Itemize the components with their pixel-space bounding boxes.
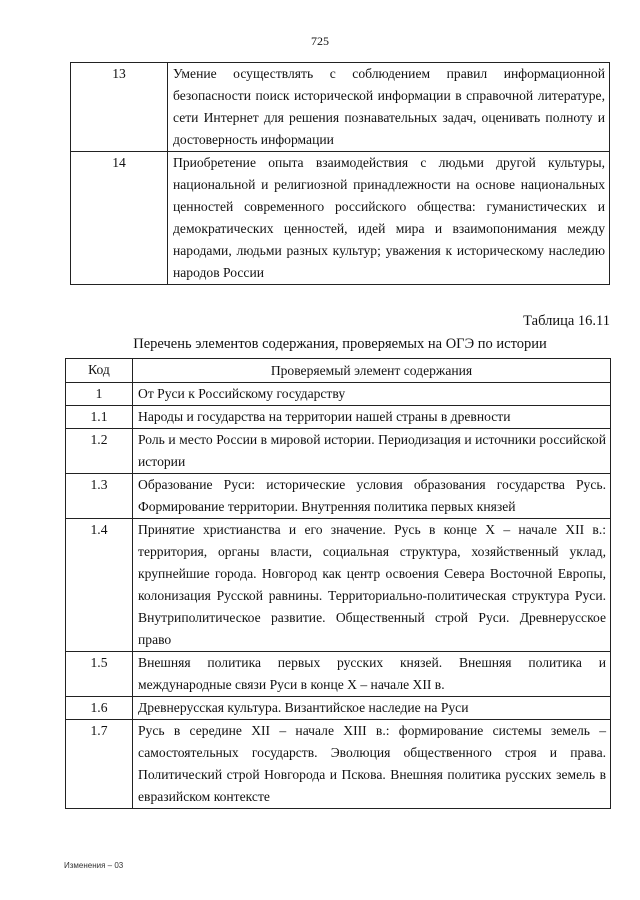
table-row [66,383,611,406]
content-elements-table [65,358,611,809]
row-code: 1.2 [66,429,133,474]
row-text: Народы и государства на территории нашей страны в древности [133,406,611,429]
row-text: Образование Руси: исторические условия образования государства Русь. Формирование территории. Внутренняя политика первых князей [133,474,611,519]
table-row [66,474,611,519]
row-text: Умение осуществлять с соблюдением правил информационной безопасности поиск исторической информации в справочной литературе, сети Интернет для решения познавательных задач, оценивать полноту и достоверность информации [168,63,610,152]
row-code: 1.6 [66,697,133,720]
header-element: Проверяемый элемент содержания [133,359,611,383]
page-number: 725 [311,34,329,48]
table-row [71,152,610,285]
row-text: Внешняя политика первых русских князей. Внешняя политика и международные связи Руси в конце X – начале XII в. [133,652,611,697]
competency-table [70,62,610,285]
row-text: Древнерусская культура. Византийское наследие на Руси [133,697,611,720]
row-text: Роль и место России в мировой истории. Периодизация и источники российской истории [133,429,611,474]
table-row [66,697,611,720]
row-code: 1.5 [66,652,133,697]
row-code: 1.7 [66,720,133,809]
table-label: Таблица 16.11 [523,313,610,329]
table-row [66,406,611,429]
table-row [66,519,611,652]
table-header-row [66,359,611,383]
table-row [71,63,610,152]
table-row [66,652,611,697]
row-number: 13 [71,63,168,152]
table-title: Перечень элементов содержания, проверяемых на ОГЭ по истории [133,336,547,352]
row-number: 14 [71,152,168,285]
row-text: Приобретение опыта взаимодействия с людьми другой культуры, национальной и религиозной принадлежности на основе национальных ценностей современного российского общества: гуманистических и демократических ценностей, идей мира и взаимопонимания между народами, людьми разных культур; уважения к историческому наследию народов России [168,152,610,285]
row-code: 1.1 [66,406,133,429]
table-row [66,429,611,474]
row-code: 1.3 [66,474,133,519]
row-text: Принятие христианства и его значение. Русь в конце X – начале XII в.: территория, органы власти, социальная структура, хозяйственный уклад, крупнейшие города. Новгород как центр освоения Севера Восточной Европы, колонизация Русской равнины. Территориально-политическая структура Руси. Внутриполитическое развитие. Общественный строй Руси. Древнерусское право [133,519,611,652]
revision-note: Изменения – 03 [64,861,124,870]
row-text: Русь в середине XII – начале XIII в.: формирование системы земель – самостоятельных государств. Эволюция общественного строя и права. Политический строй Новгорода и Пскова. Внешняя политика русских земель в евразийском контексте [133,720,611,809]
row-code: 1 [66,383,133,406]
header-code: Код [66,359,133,383]
row-code: 1.4 [66,519,133,652]
table-row [66,720,611,809]
row-text: От Руси к Российскому государству [133,383,611,406]
